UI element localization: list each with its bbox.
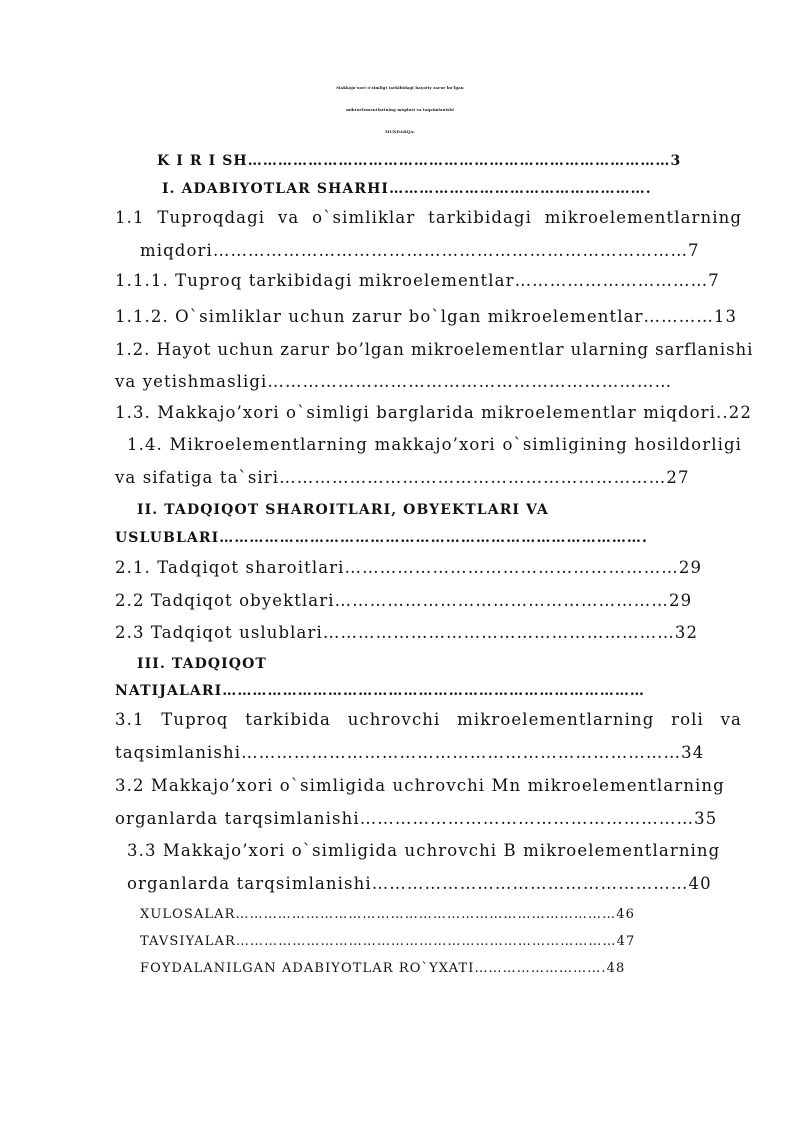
toc-entry-adabiyotlar: FOYDALANILGAN ADABIYOTLAR RO`YXATI……………………….48 bbox=[140, 961, 626, 976]
toc-entry-2-2: 2.2 Tadqiqot obyektlari…………………………………………………29 bbox=[115, 591, 693, 610]
toc-entry-1-4-cont: va sifatiga ta`siri…………………………………………………………27 bbox=[115, 468, 690, 487]
toc-entry-tavsiyalar: TAVSIYALAR………………………………………………………………………47 bbox=[140, 934, 636, 949]
title-line-1: Makkajo’xori o’simligi tarkibidagi hayotiy zarur bo’lgan bbox=[336, 85, 464, 90]
toc-chapter-3-cont: NATIJALARI………………………………………………………………………… bbox=[115, 683, 646, 699]
toc-entry-3-2-cont: organlarda tarqsimlanishi…………………………………………………35 bbox=[115, 809, 718, 828]
toc-entry-1-2: 1.2. Hayot uchun zarur bo’lgan mikroelementlar ularning sarflanishi bbox=[115, 340, 754, 359]
toc-entry-3-1: 3.1 Tuproq tarkibida uchrovchi mikroelementlarning roli va bbox=[115, 710, 742, 729]
toc-entry-1-2-cont: va yetishmasligi…………………………………………………………… bbox=[115, 372, 673, 391]
toc-entry-3-3: 3.3 Makkajo’xori o`simligida uchrovchi B mikroelementlarning bbox=[127, 841, 721, 860]
toc-chapter-3: III. TADQIQOT bbox=[137, 656, 267, 672]
toc-entry-kirish: K I R I SH…………………………………………………………………………3 bbox=[157, 153, 682, 169]
toc-entry-1-4: 1.4. Mikroelementlarning makkajo’xori o`simligining hosildorligi bbox=[127, 435, 742, 454]
toc-chapter-2-cont: USLUBLARI…………………………………………………………………………. bbox=[115, 530, 649, 546]
toc-chapter-2: II. TADQIQOT SHAROITLARI, OBYEKTLARI VA bbox=[137, 502, 549, 518]
toc-entry-1-1: 1.1 Tuproqdagi va o`simliklar tarkibidagi mikroelementlarning bbox=[115, 208, 742, 227]
toc-entry-1-3: 1.3. Makkajo’xori o`simligi barglarida mikroelementlar miqdori..22 bbox=[115, 403, 752, 422]
title-line-2: mikroelementlarining miqdori va taqsimlanishi bbox=[346, 107, 454, 112]
toc-entry-xulosalar: XULOSALAR………………………………………………………………………46 bbox=[140, 907, 635, 922]
toc-entry-1-1-cont: miqdori………………………………………………………………………7 bbox=[140, 241, 700, 260]
toc-entry-2-3: 2.3 Tadqiqot uslublari……………………………………………………32 bbox=[115, 623, 699, 642]
toc-entry-2-1: 2.1. Tadqiqot sharoitlari…………………………………………………29 bbox=[115, 558, 703, 577]
toc-entry-1-1-1: 1.1.1. Tuproq tarkibidagi mikroelementlar……………………………7 bbox=[115, 271, 720, 290]
toc-chapter-1: I. ADABIYOTLAR SHARHI……………………………………………. bbox=[162, 181, 652, 197]
toc-entry-3-1-cont: taqsimlanishi…………………………………………………………………34 bbox=[115, 743, 705, 762]
toc-heading: MUNDARIJA: bbox=[385, 129, 415, 134]
toc-entry-1-1-2: 1.1.2. O`simliklar uchun zarur bo`lgan mikroelementlar…………13 bbox=[115, 307, 738, 326]
toc-entry-3-3-cont: organlarda tarqsimlanishi………………………………………………40 bbox=[127, 874, 712, 893]
toc-entry-3-2: 3.2 Makkajo’xori o`simligida uchrovchi Mn mikroelementlarning bbox=[115, 776, 725, 795]
